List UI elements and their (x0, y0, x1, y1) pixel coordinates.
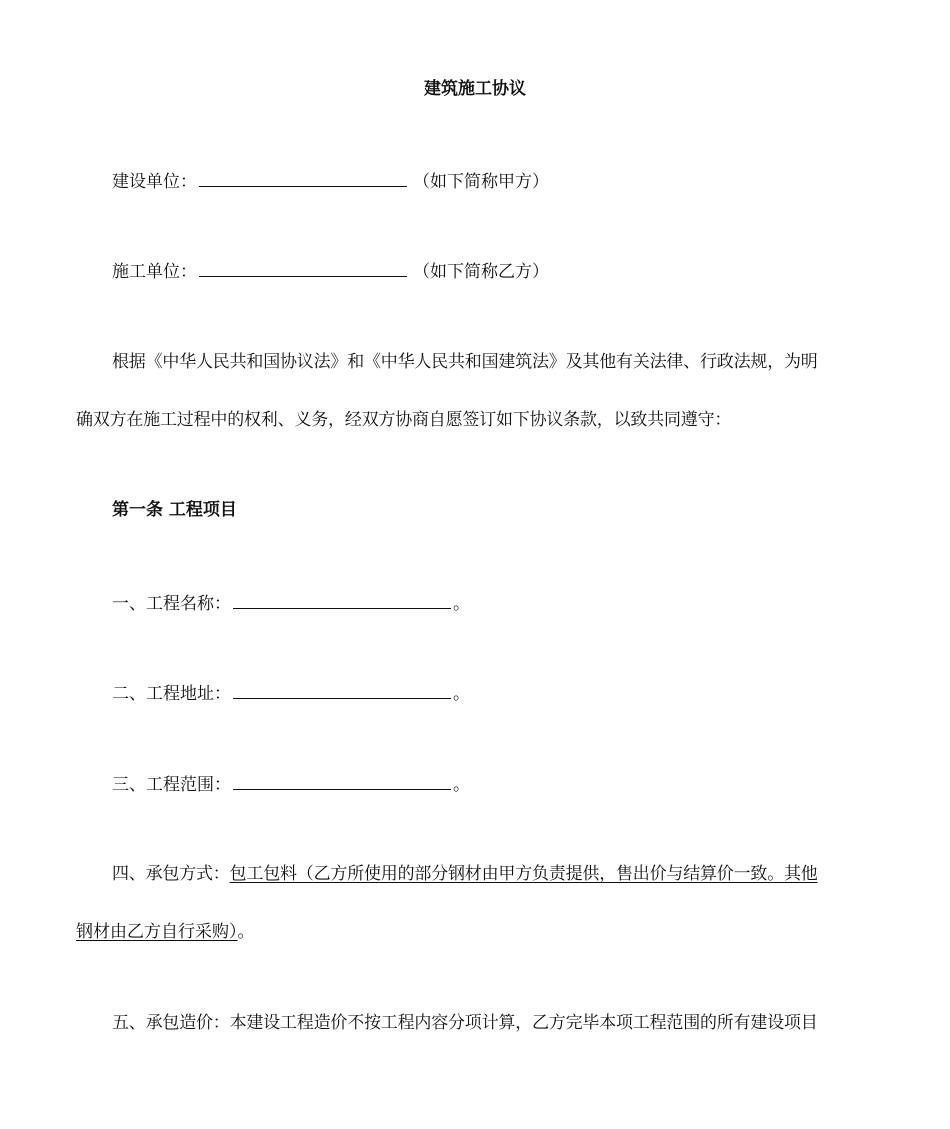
owner-label: 建设单位： (112, 172, 197, 192)
project-address-line (112, 681, 470, 705)
owner-blank[interactable] (199, 169, 407, 187)
project-scope-label: 三、工程范围： (112, 775, 231, 795)
contractor-blank[interactable] (199, 259, 407, 277)
contractor-line (112, 259, 549, 283)
project-name-blank[interactable] (233, 591, 451, 609)
owner-line (112, 169, 549, 193)
contract-mode-end: 。 (237, 922, 255, 942)
contract-mode-label: 四、承包方式： (112, 864, 230, 884)
contract-price-line: 五、承包造价：本建设工程造价不按工程内容分项计算，乙方完毕本项工程范围的所有建设项目 (112, 1013, 818, 1033)
project-scope-blank[interactable] (233, 772, 451, 790)
preamble-line-1: 根据《中华人民共和国协议法》和《中华人民共和国建筑法》及其他有关法律、行政法规，为明 (112, 352, 818, 372)
document-title: 建筑施工协议 (424, 79, 526, 99)
preamble-line-2: 确双方在施工过程中的权利、义务，经双方协商自愿签订如下协议条款，以致共同遵守： (76, 410, 732, 430)
project-scope-end: 。 (453, 775, 470, 795)
project-address-label: 二、工程地址： (112, 684, 231, 704)
contract-mode-text-1: 包工包料（乙方所使用的部分钢材由甲方负责提供，售出价与结算价一致。其他 (229, 864, 818, 884)
owner-suffix: （如下简称甲方） (413, 172, 549, 192)
project-name-line (112, 591, 470, 615)
contractor-suffix: （如下简称乙方） (413, 262, 549, 282)
project-scope-line (112, 772, 470, 796)
contract-mode-text-2: 钢材由乙方自行采购） (76, 922, 238, 942)
project-name-label: 一、工程名称： (112, 594, 231, 614)
project-name-end: 。 (453, 594, 470, 614)
project-address-blank[interactable] (233, 681, 451, 699)
contract-mode-line-1 (112, 863, 818, 885)
contractor-label: 施工单位： (112, 262, 197, 282)
project-address-end: 。 (453, 684, 470, 704)
article1-heading: 第一条 工程项目 (112, 500, 237, 520)
contract-mode-line-2 (76, 921, 255, 943)
